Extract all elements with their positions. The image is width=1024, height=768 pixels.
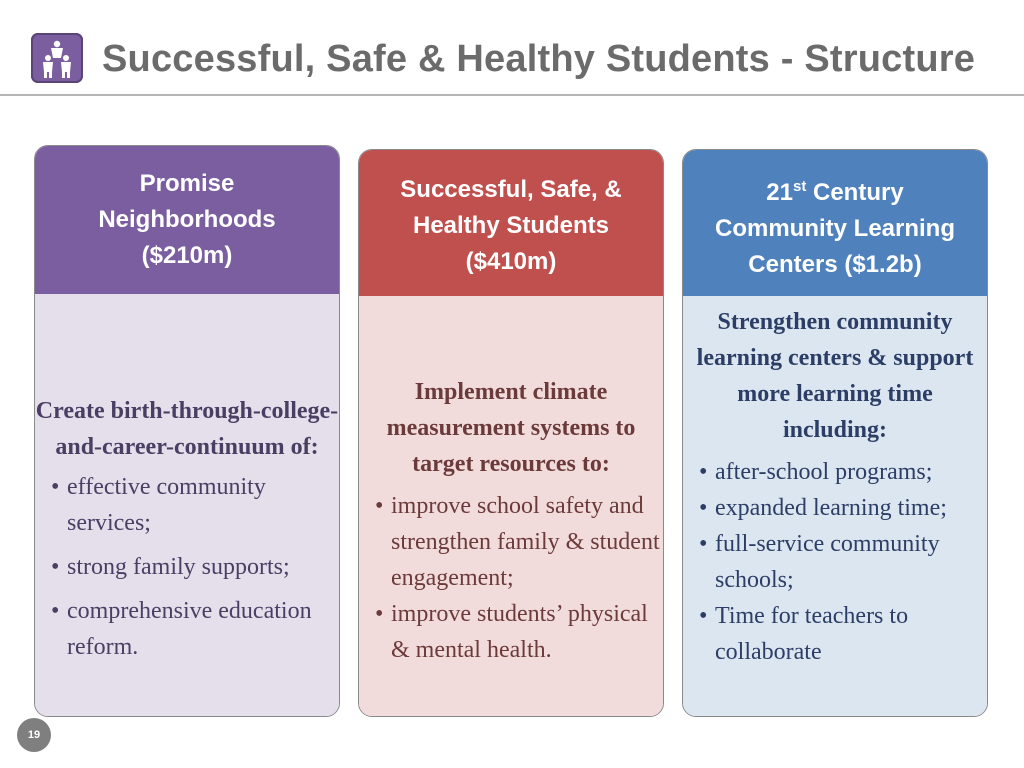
card-header: [35, 146, 339, 294]
card-header-line: Neighborhoods: [98, 206, 276, 233]
ordinal-suffix: st: [792, 178, 807, 195]
century-word: Century: [806, 179, 904, 206]
card-header: [359, 150, 663, 296]
list-item: • after-school programs;: [683, 454, 987, 490]
card-intro: Implement climate measurement systems to target resources to:: [386, 379, 636, 477]
century-number: 21: [766, 179, 793, 206]
list-item: • full-service community schools;: [683, 526, 987, 598]
card-intro: Create birth-through-college-and-career-continuum of:: [35, 398, 339, 460]
card-body: [359, 296, 663, 716]
list-item: • improve school safety and strengthen family & student engagement;: [359, 488, 663, 596]
list-item: • Time for teachers to collaborate: [683, 598, 987, 670]
list-item: • improve students’ physical & mental health.: [359, 596, 663, 668]
community-learning-centers-card: [682, 149, 988, 717]
card-header: [683, 150, 987, 296]
card-intro: Strengthen community learning centers & support more learning time including:: [696, 309, 974, 443]
card-header-line: Healthy Students: [412, 212, 610, 239]
card-header-line: Community Learning: [714, 215, 955, 242]
list-item: • comprehensive education reform.: [35, 593, 339, 665]
list-item: • strong family supports;: [35, 549, 339, 585]
bullet-list: [359, 488, 663, 668]
card-header-line: [715, 169, 955, 211]
list-item: • expanded learning time;: [683, 490, 987, 526]
logo-people-icon: [31, 33, 83, 83]
card-header-line: Successful, Safe, &: [400, 176, 622, 203]
card-body: [35, 294, 339, 716]
slide-title: Successful, Safe & Healthy Students - Structure: [102, 38, 976, 80]
bullet-list: [683, 454, 987, 670]
card-header-line: Promise: [139, 170, 235, 197]
promise-neighborhoods-card: [34, 145, 340, 717]
card-body: [683, 296, 987, 716]
card-header-line: ($210m): [141, 242, 233, 269]
successful-safe-healthy-card: [358, 149, 664, 717]
card-header-line: ($410m): [465, 248, 557, 275]
card-header-line: Centers ($1.2b): [748, 251, 922, 278]
list-item: • effective community services;: [35, 469, 339, 541]
title-divider: [0, 94, 1024, 96]
slide-number: 19: [17, 718, 51, 752]
bullet-list: [35, 469, 339, 665]
